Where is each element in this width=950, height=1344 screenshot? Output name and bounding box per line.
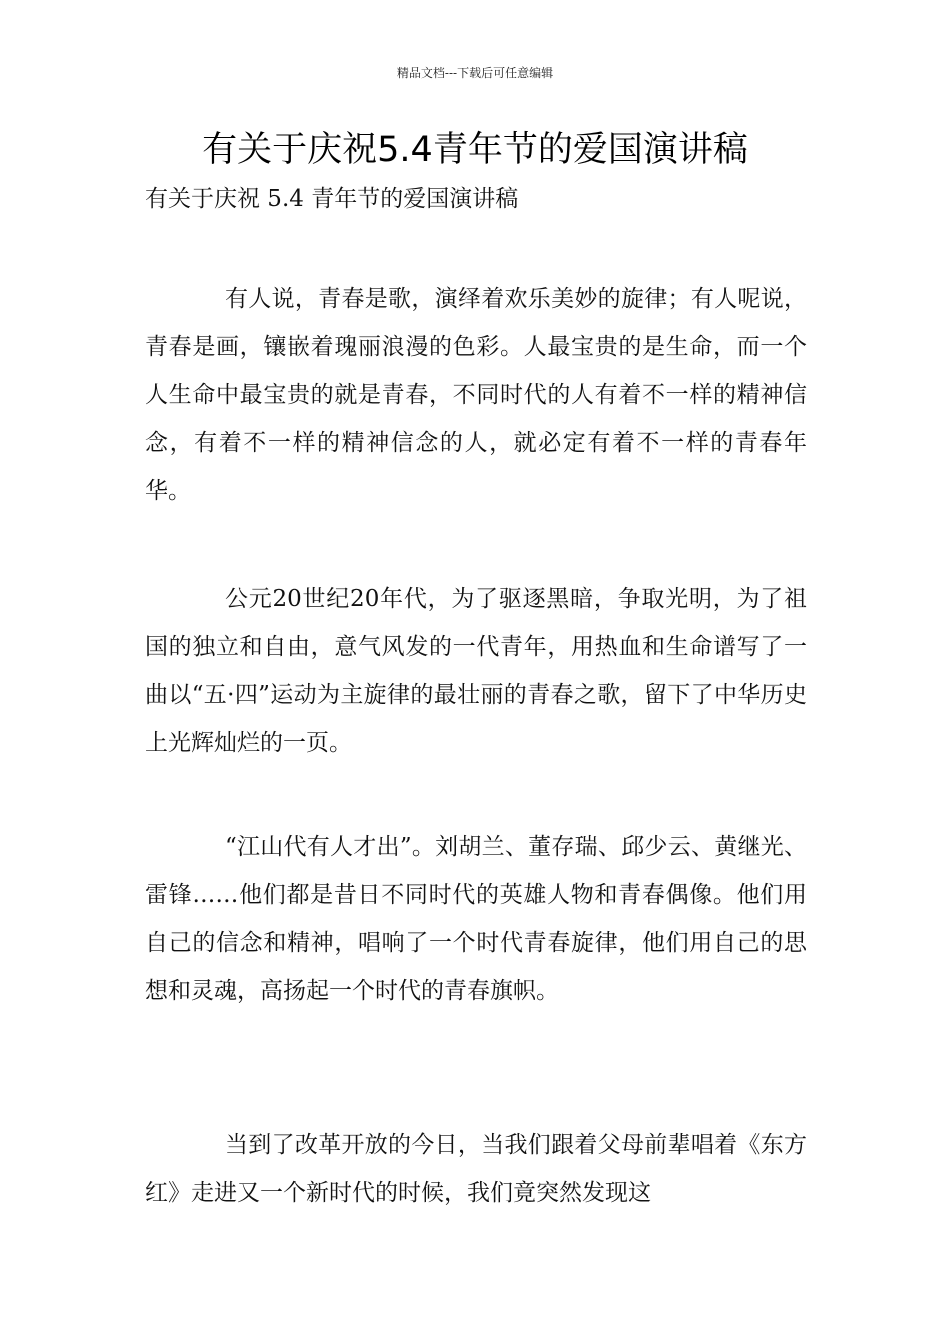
page-title: 有关于庆祝5.4青年节的爱国演讲稿 xyxy=(202,130,748,170)
paragraph-3: “江山代有人才出”。刘胡兰、董存瑞、邱少云、黄继光、雷锋……他们都是昔日不同时代的英雄人物和青春偶像。他们用自己的信念和精神，唱响了一个时代青春旋律，他们用自己的思想和灵魂，高扬起一个时代的青春旗帜。 xyxy=(145,834,807,1004)
header-note: 精品文档---下载后可任意编辑 xyxy=(396,66,554,80)
paragraph-4: 当到了改革开放的今日，当我们跟着父母前辈唱着《东方红》走进又一个新时代的时候，我们竟突然发现这 xyxy=(145,1132,807,1206)
page-subtitle: 有关于庆祝 5.4 青年节的爱国演讲稿 xyxy=(145,186,519,212)
paragraph-1: 有人说，青春是歌，演绎着欢乐美妙的旋律；有人呢说，青春是画，镶嵌着瑰丽浪漫的色彩。人最宝贵的是生命，而一个人生命中最宝贵的就是青春，不同时代的人有着不一样的精神信念，有着不一样的精神信念的人，就必定有着不一样的青春年华。 xyxy=(145,286,807,504)
paragraph-2: 公元20世纪20年代，为了驱逐黑暗，争取光明，为了祖国的独立和自由，意气风发的一代青年，用热血和生命谱写了一曲以“五·四”运动为主旋律的最壮丽的青春之歌，留下了中华历史上光辉灿烂的一页。 xyxy=(145,586,807,756)
